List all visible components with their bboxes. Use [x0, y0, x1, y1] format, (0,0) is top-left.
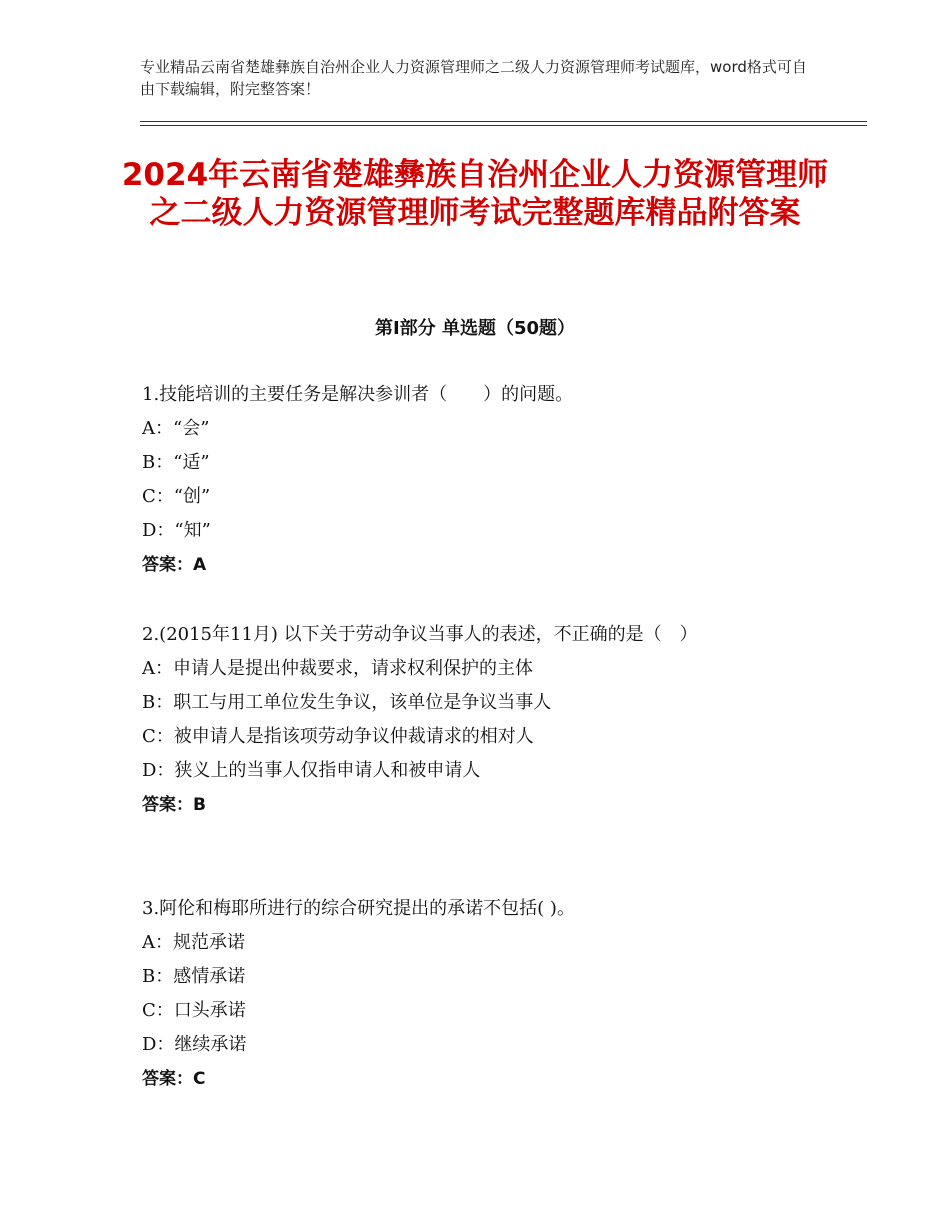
- option-d: D：继续承诺: [142, 1034, 247, 1055]
- question-stem: 3.阿伦和梅耶所进行的综合研究提出的承诺不包括( )。: [142, 898, 575, 919]
- answer-label: 答案：A: [142, 555, 207, 575]
- header-rule-bottom: [140, 125, 867, 126]
- option-a: A：规范承诺: [142, 932, 245, 953]
- answer-label: 答案：B: [142, 795, 206, 815]
- option-c: C：被申请人是指该项劳动争议仲裁请求的相对人: [142, 726, 534, 747]
- section-title: 第Ⅰ部分 单选题（50题）: [374, 318, 575, 339]
- option-a: A：申请人是提出仲裁要求，请求权利保护的主体: [142, 658, 533, 679]
- option-c: C：口头承诺: [142, 1000, 246, 1021]
- answer-label: 答案：C: [142, 1069, 206, 1089]
- option-d: D：“知”: [142, 520, 211, 541]
- option-c: C：“创”: [142, 486, 211, 507]
- question-stem: 2.(2015年11月) 以下关于劳动争议当事人的表述，不正确的是（ ）: [142, 624, 698, 645]
- option-b: B：感情承诺: [142, 966, 246, 987]
- question-1: [142, 378, 802, 582]
- question-3: [142, 892, 802, 1096]
- header-note: 专业精品云南省楚雄彝族自治州企业人力资源管理师之二级人力资源管理师考试题库，word格式可自由下载编辑，附完整答案！: [140, 58, 807, 98]
- option-a: A：“会”: [142, 418, 210, 439]
- option-b: B：“适”: [142, 452, 210, 473]
- question-2: [142, 618, 802, 822]
- option-d: D：狭义上的当事人仅指申请人和被申请人: [142, 760, 481, 781]
- document-title: 2024年云南省楚雄彝族自治州企业人力资源管理师之二级人力资源管理师考试完整题库精品附答案: [121, 157, 829, 231]
- header-rule-top: [140, 121, 867, 122]
- option-b: B：职工与用工单位发生争议，该单位是争议当事人: [142, 692, 552, 713]
- question-stem: 1.技能培训的主要任务是解决参训者（ ）的问题。: [142, 384, 574, 405]
